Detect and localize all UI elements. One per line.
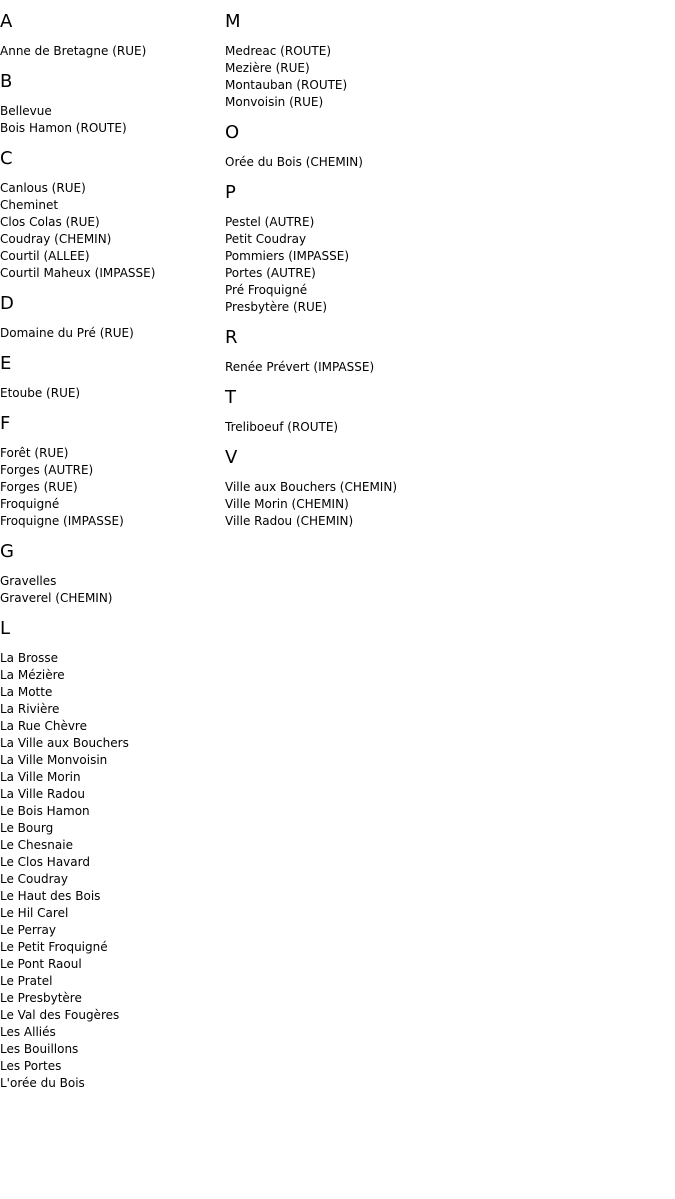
street-index-left-column xyxy=(0,0,225,1096)
street-item[interactable]: Canlous (RUE) xyxy=(0,181,86,195)
street-item[interactable]: Petit Coudray xyxy=(225,232,307,246)
street-item[interactable]: Forêt (RUE) xyxy=(0,446,69,460)
letter-group-d xyxy=(0,294,225,342)
street-item[interactable]: La Ville Monvoisin xyxy=(0,753,108,767)
street-list xyxy=(0,573,225,607)
street-item[interactable]: Ville Morin (CHEMIN) xyxy=(225,497,349,511)
letter-heading: E xyxy=(0,353,12,374)
street-item[interactable]: Portes (AUTRE) xyxy=(225,266,316,280)
street-item[interactable]: Courtil Maheux (IMPASSE) xyxy=(0,266,156,280)
letter-group-l xyxy=(0,619,225,1092)
street-item[interactable]: Pestel (AUTRE) xyxy=(225,215,315,229)
street-item[interactable]: Orée du Bois (CHEMIN) xyxy=(225,155,363,169)
street-list xyxy=(0,445,225,530)
letter-group-e xyxy=(0,354,225,402)
street-item[interactable]: Renée Prévert (IMPASSE) xyxy=(225,360,375,374)
letter-group-b xyxy=(0,72,225,137)
letter-heading: F xyxy=(0,413,11,434)
letter-heading: T xyxy=(225,387,236,408)
street-item[interactable]: Pommiers (IMPASSE) xyxy=(225,249,349,263)
street-list xyxy=(225,214,525,316)
street-item[interactable]: Le Haut des Bois xyxy=(0,889,101,903)
street-item[interactable]: Cheminet xyxy=(0,198,59,212)
street-item[interactable]: Le Perray xyxy=(0,923,56,937)
street-item[interactable]: La Brosse xyxy=(0,651,58,665)
street-item[interactable]: Etoube (RUE) xyxy=(0,386,81,400)
letter-heading: V xyxy=(225,447,238,468)
street-item[interactable]: Medreac (ROUTE) xyxy=(225,44,332,58)
letter-group-o xyxy=(225,123,525,171)
street-item[interactable]: La Motte xyxy=(0,685,53,699)
letter-heading: B xyxy=(0,71,13,92)
street-item[interactable]: Bellevue xyxy=(0,104,52,118)
street-list xyxy=(0,103,225,137)
letter-heading: G xyxy=(0,541,14,562)
street-item[interactable]: Le Pratel xyxy=(0,974,53,988)
street-item[interactable]: Le Bois Hamon xyxy=(0,804,90,818)
street-item[interactable]: Le Presbytère xyxy=(0,991,82,1005)
letter-heading: R xyxy=(225,327,238,348)
street-list xyxy=(225,479,525,530)
street-item[interactable]: Le Clos Havard xyxy=(0,855,90,869)
street-item[interactable]: Les Portes xyxy=(0,1059,62,1073)
street-list xyxy=(225,359,525,376)
letter-heading: O xyxy=(225,122,240,143)
letter-group-g xyxy=(0,542,225,607)
street-item[interactable]: Coudray (CHEMIN) xyxy=(0,232,112,246)
street-item[interactable]: Ville aux Bouchers (CHEMIN) xyxy=(225,480,398,494)
street-item[interactable]: La Ville Morin xyxy=(0,770,81,784)
street-item[interactable]: La Rue Chèvre xyxy=(0,719,87,733)
street-item[interactable]: Montauban (ROUTE) xyxy=(225,78,348,92)
street-item[interactable]: Gravelles xyxy=(0,574,57,588)
letter-group-a xyxy=(0,12,225,60)
letter-group-p xyxy=(225,183,525,316)
street-item[interactable]: Froquigne (IMPASSE) xyxy=(0,514,124,528)
street-item[interactable]: La Rivière xyxy=(0,702,60,716)
street-item[interactable]: Treliboeuf (ROUTE) xyxy=(225,420,339,434)
street-item[interactable]: Le Hil Carel xyxy=(0,906,69,920)
street-item[interactable]: Graverel (CHEMIN) xyxy=(0,591,113,605)
street-item[interactable]: Les Alliés xyxy=(0,1025,56,1039)
street-item[interactable]: La Ville aux Bouchers xyxy=(0,736,129,750)
street-item[interactable]: Ville Radou (CHEMIN) xyxy=(225,514,354,528)
letter-group-c xyxy=(0,149,225,282)
street-item[interactable]: Les Bouillons xyxy=(0,1042,79,1056)
street-item[interactable]: Forges (AUTRE) xyxy=(0,463,94,477)
street-item[interactable]: Le Coudray xyxy=(0,872,69,886)
street-item[interactable]: Le Chesnaie xyxy=(0,838,73,852)
street-item[interactable]: Anne de Bretagne (RUE) xyxy=(0,44,147,58)
letter-group-t xyxy=(225,388,525,436)
street-item[interactable]: Presbytère (RUE) xyxy=(225,300,328,314)
street-item[interactable]: Monvoisin (RUE) xyxy=(225,95,324,109)
street-item[interactable]: L'orée du Bois xyxy=(0,1076,85,1090)
letter-heading: C xyxy=(0,148,13,169)
street-list xyxy=(0,43,225,60)
street-item[interactable]: Le Petit Froquigné xyxy=(0,940,108,954)
street-list xyxy=(0,325,225,342)
letter-heading: M xyxy=(225,11,241,32)
street-item[interactable]: La Ville Radou xyxy=(0,787,85,801)
street-list xyxy=(0,180,225,282)
letter-heading: A xyxy=(0,11,13,32)
street-item[interactable]: Clos Colas (RUE) xyxy=(0,215,100,229)
street-index-right-column xyxy=(225,0,525,534)
letter-group-r xyxy=(225,328,525,376)
street-item[interactable]: Le Bourg xyxy=(0,821,54,835)
letter-heading: P xyxy=(225,182,236,203)
street-item[interactable]: Le Pont Raoul xyxy=(0,957,82,971)
letter-group-v xyxy=(225,448,525,530)
street-item[interactable]: La Mézière xyxy=(0,668,65,682)
street-item[interactable]: Courtil (ALLEE) xyxy=(0,249,90,263)
street-item[interactable]: Domaine du Pré (RUE) xyxy=(0,326,134,340)
street-item[interactable]: Le Val des Fougères xyxy=(0,1008,120,1022)
street-item[interactable]: Pré Froquigné xyxy=(225,283,308,297)
street-list xyxy=(225,43,525,111)
street-item[interactable]: Mezière (RUE) xyxy=(225,61,310,75)
street-list xyxy=(225,419,525,436)
letter-heading: D xyxy=(0,293,14,314)
street-item[interactable]: Bois Hamon (ROUTE) xyxy=(0,121,127,135)
street-item[interactable]: Forges (RUE) xyxy=(0,480,78,494)
letter-heading: L xyxy=(0,618,11,639)
street-list xyxy=(225,154,525,171)
letter-group-f xyxy=(0,414,225,530)
street-list xyxy=(0,385,225,402)
street-item[interactable]: Froquigné xyxy=(0,497,60,511)
letter-group-m xyxy=(225,12,525,111)
street-list xyxy=(0,650,225,1092)
